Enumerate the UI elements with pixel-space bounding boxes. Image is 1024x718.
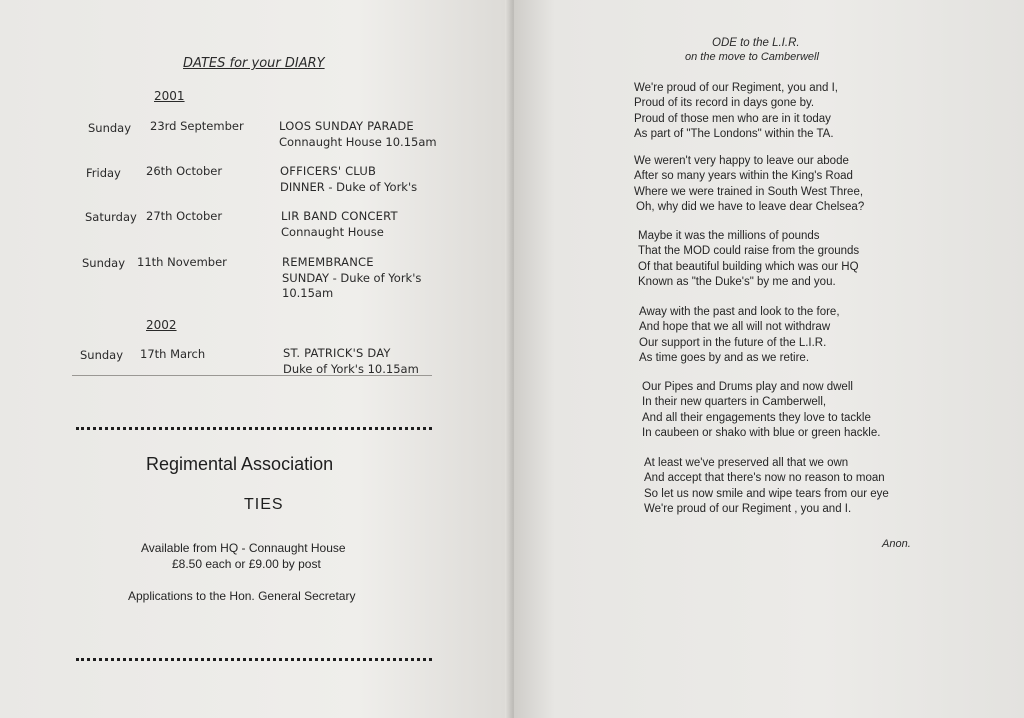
event-date: 26th October: [146, 164, 223, 178]
ode-line: We're proud of our Regiment, you and I,: [634, 82, 838, 94]
ode-line: We weren't very happy to leave our abode: [634, 155, 849, 167]
dotted-divider: [76, 427, 432, 430]
ode-line: Maybe it was the millions of pounds: [638, 230, 820, 242]
event-date: 11th November: [137, 255, 227, 269]
price-text: £8.50 each or £9.00 by post: [172, 557, 321, 571]
event-day: Sunday: [82, 256, 126, 270]
event-date: 27th October: [146, 209, 223, 223]
ode-line: Proud of its record in days gone by.: [634, 97, 815, 110]
event-date: 17th March: [140, 347, 206, 361]
event-detail: DINNER - Duke of York's: [280, 180, 418, 194]
ode-line: Where we were trained in South West Three,: [634, 185, 864, 198]
event-detail: SUNDAY - Duke of York's: [282, 271, 422, 285]
event-date: 23rd September: [150, 119, 244, 133]
event-title: ST. PATRICK'S DAY: [283, 346, 391, 360]
event-title: OFFICERS' CLUB: [280, 164, 377, 178]
event-detail: Connaught House: [281, 225, 384, 239]
year-2002-heading: 2002: [146, 318, 177, 332]
diary-title: DATES for your DIARY: [183, 56, 325, 71]
event-day: Friday: [86, 166, 121, 180]
ode-line: And hope that we all will not withdraw: [639, 321, 831, 334]
event-title: REMEMBRANCE: [282, 255, 374, 269]
event-detail-time: 10.15am: [282, 286, 334, 300]
dotted-divider: [76, 658, 432, 661]
ties-heading: TIES: [244, 496, 284, 513]
ode-line: That the MOD could raise from the grounds: [638, 245, 860, 258]
association-title: Regimental Association: [146, 454, 334, 474]
ode-line: We're proud of our Regiment , you and I.: [644, 502, 852, 515]
ode-line: In their new quarters in Camberwell,: [642, 396, 827, 409]
event-day: Sunday: [88, 121, 132, 135]
ode-line: Oh, why did we have to leave dear Chelsea?: [636, 200, 865, 213]
ode-subtitle: on the move to Camberwell: [685, 51, 819, 63]
ode-line: In caubeen or shako with blue or green hackle.: [642, 426, 881, 439]
ode-line: Proud of those men who are in it today: [634, 112, 831, 125]
ode-line: Of that beautiful building which was our HQ: [638, 260, 859, 273]
applications-text: Applications to the Hon. General Secretary: [128, 589, 356, 603]
event-title: LIR BAND CONCERT: [281, 209, 398, 223]
ode-title: ODE to the L.I.R.: [712, 37, 800, 49]
separator-rule: [72, 375, 432, 376]
ode-line: At least we've preserved all that we own: [644, 457, 849, 469]
ode-line: So let us now smile and wipe tears from our eye: [644, 487, 889, 500]
ode-line: Our support in the future of the L.I.R.: [639, 336, 827, 349]
ode-line: Away with the past and look to the fore,: [639, 306, 840, 318]
ode-line: As part of "The Londons" within the TA.: [634, 127, 834, 140]
event-day: Saturday: [85, 210, 137, 224]
event-detail: Connaught House 10.15am: [279, 135, 437, 149]
event-detail: Duke of York's 10.15am: [283, 362, 419, 376]
ode-line: As time goes by and as we retire.: [639, 351, 810, 364]
event-title: LOOS SUNDAY PARADE: [279, 119, 414, 133]
event-day: Sunday: [80, 348, 124, 362]
ode-line: And accept that there's now no reason to moan: [644, 472, 885, 485]
ode-line: Known as "the Duke's" by me and you.: [638, 275, 836, 288]
ode-author: Anon.: [882, 538, 911, 550]
ode-line: After so many years within the King's Road: [634, 170, 853, 183]
year-2001-heading: 2001: [154, 89, 185, 103]
ode-line: Our Pipes and Drums play and now dwell: [642, 381, 853, 393]
ode-line: And all their engagements they love to tackle: [642, 411, 871, 424]
availability-text: Available from HQ - Connaught House: [141, 541, 346, 555]
